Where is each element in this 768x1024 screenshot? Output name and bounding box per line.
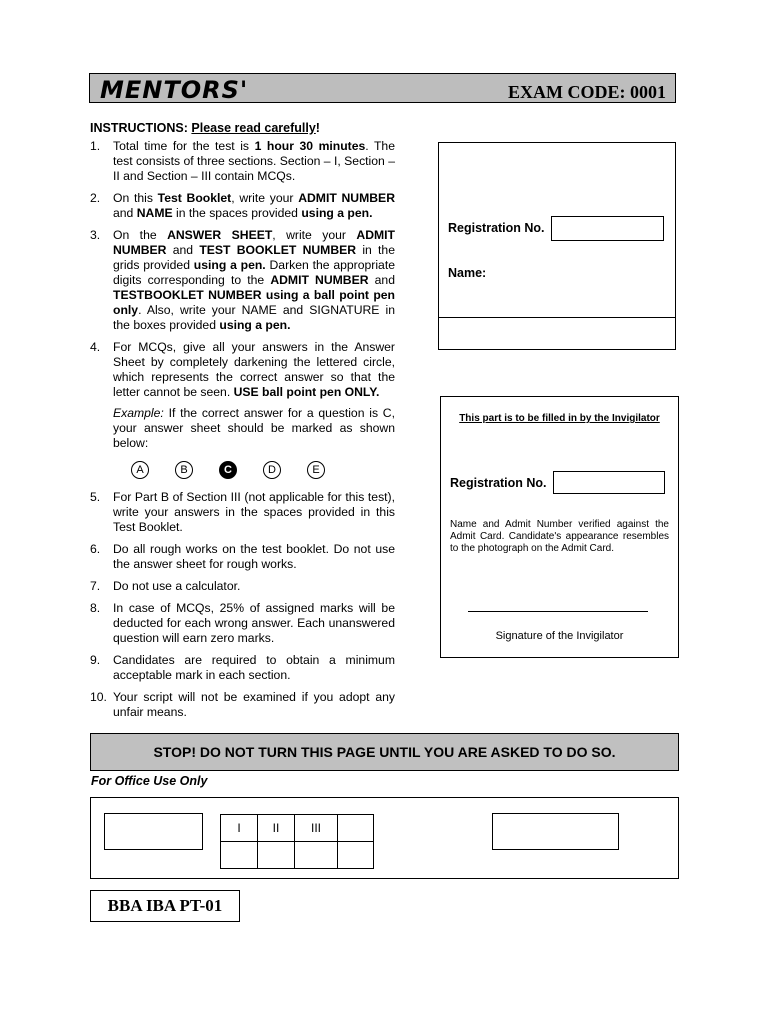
instruction-text: Do all rough works on the test booklet. Do not use the answer sheet for rough works. <box>113 542 395 571</box>
signature-label: Signature of the Invigilator <box>495 630 624 642</box>
section-marks-table <box>220 814 374 869</box>
marks-header-cell: III <box>295 815 338 842</box>
booklet-code: BBA IBA PT-01 <box>90 890 240 922</box>
instructions-title-tail: ! <box>315 121 320 135</box>
instruction-item <box>90 601 395 646</box>
instruction-text: Your script will not be examined if you adopt any unfair means. <box>113 690 395 719</box>
office-right-box[interactable] <box>492 813 619 850</box>
instructions-title <box>90 121 320 135</box>
registration-label: Registration No. <box>448 221 545 235</box>
instruction-item <box>90 490 395 535</box>
instruction-number: 1. <box>90 139 101 153</box>
instruction-number: 9. <box>90 653 101 667</box>
instruction-text: Candidates are required to obtain a minimum acceptable mark in each section. <box>113 653 395 682</box>
instruction-item <box>90 579 395 594</box>
instruction-number: 8. <box>90 601 101 615</box>
answer-bubble-a: A <box>131 461 149 479</box>
marks-cell[interactable] <box>258 842 295 869</box>
answer-bubble-e: E <box>307 461 325 479</box>
marks-header-cell: I <box>221 815 258 842</box>
stop-banner: STOP! DO NOT TURN THIS PAGE UNTIL YOU ARE ASKED TO DO SO. <box>90 733 679 771</box>
name-label: Name: <box>448 266 487 280</box>
instruction-item <box>90 690 395 720</box>
candidate-box-divider <box>438 317 676 318</box>
marks-cell[interactable] <box>221 842 258 869</box>
answer-bubble-c: C <box>219 461 237 479</box>
answer-bubble-b: B <box>175 461 193 479</box>
invigilator-registration-input[interactable] <box>553 471 665 494</box>
instruction-number: 4. <box>90 340 101 354</box>
instruction-text: On this Test Booklet, write your ADMIT NUMBER and NAME in the spaces provided using a pen. <box>113 191 395 220</box>
signature-line <box>468 611 648 612</box>
marks-cell[interactable] <box>295 842 338 869</box>
instruction-text: Total time for the test is 1 hour 30 minutes. The test consists of three sections. Section – I, Section – II and Section – III contain MCQs. <box>113 139 395 183</box>
instruction-item <box>90 653 395 683</box>
candidate-box <box>438 142 676 350</box>
instruction-number: 5. <box>90 490 101 504</box>
instruction-item <box>90 542 395 572</box>
answer-bubble-d: D <box>263 461 281 479</box>
office-left-box[interactable] <box>104 813 203 850</box>
instruction-text: For Part B of Section III (not applicable for this test), write your answers in the spaces provided in this Test Booklet. <box>113 490 395 534</box>
instruction-number: 7. <box>90 579 101 593</box>
invigilator-title: This part is to be filled in by the Invigilator <box>459 413 660 424</box>
instruction-text: Do not use a calculator. <box>113 579 241 593</box>
mentors-logo: MENTORS' <box>100 76 249 104</box>
instruction-item <box>90 191 395 221</box>
office-use-label: For Office Use Only <box>91 774 208 788</box>
invigilator-registration-label: Registration No. <box>450 476 547 490</box>
instruction-text: For MCQs, give all your answers in the Answer Sheet by completely darkening the lettered circle, which represents the correct answer so that the letter cannot be seen. USE ball point pen ONLY. <box>113 340 395 399</box>
instructions-title-lead: INSTRUCTIONS: <box>90 121 188 135</box>
instruction-text: On the ANSWER SHEET, write your ADMIT NUMBER and TEST BOOKLET NUMBER in the grids provided using a pen. Darken the appropriate digits corresponding to the ADMIT NUMBER and TESTBOOKLET NUMBER using a ball point pen only. Also, write your NAME and SIGNATURE in the boxes provided using a pen. <box>113 228 395 332</box>
example-bubbles <box>131 461 395 483</box>
instruction-text: In case of MCQs, 25% of assigned marks will be deducted for each wrong answer. Each unanswered question will earn zero marks. <box>113 601 395 645</box>
instruction-number: 6. <box>90 542 101 556</box>
instruction-number: 10. <box>90 690 107 704</box>
instruction-item <box>90 139 395 184</box>
exam-code: EXAM CODE: 0001 <box>508 82 666 102</box>
instructions-title-underlined: Please read carefully <box>191 121 316 135</box>
registration-input[interactable] <box>551 216 664 241</box>
instruction-number: 2. <box>90 191 101 205</box>
instruction-item <box>90 228 395 333</box>
marks-cell[interactable] <box>338 842 374 869</box>
marks-header-cell <box>338 815 374 842</box>
example-text: Example: If the correct answer for a question is C, your answer sheet should be marked as shown below: <box>113 406 395 450</box>
verification-text: Name and Admit Number verified against the Admit Card. Candidate's appearance resembles to the photograph on the Admit Card. <box>450 519 669 554</box>
marks-header-cell: II <box>258 815 295 842</box>
instructions-list <box>90 139 395 727</box>
instruction-item <box>90 340 395 483</box>
instruction-number: 3. <box>90 228 101 242</box>
